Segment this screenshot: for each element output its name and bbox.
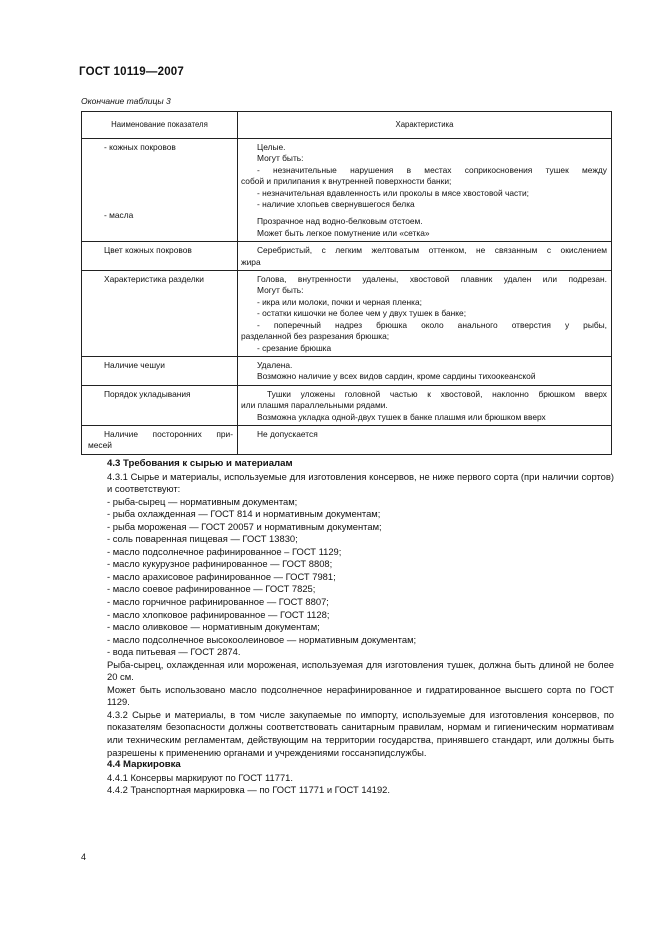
table-row <box>82 242 612 271</box>
list-item: - масло подсолнечное рафинированное – ГОСТ 1129; <box>107 545 342 557</box>
cell-line: разделанной без разрезания брюшка; <box>241 331 390 342</box>
list-item: - масло кукурузное рафинированное — ГОСТ 8808; <box>107 558 333 570</box>
table-caption: Окончание таблицы 3 <box>81 96 171 106</box>
row-name: - кожных покровов <box>104 142 176 152</box>
paragraph: Рыба-сырец, охлажденная или мороженая, используемая для изготовления тушек, должна быть длиной не более 20 см. <box>107 658 614 683</box>
row-name: Наличие чешуи <box>104 359 165 370</box>
list-item: - вода питьевая — ГОСТ 2874. <box>107 646 241 658</box>
list-item: - масло хлопковое рафинированное — ГОСТ 1128; <box>107 608 330 620</box>
table-row <box>82 271 612 357</box>
cell-line: или плашмя параллельными рядами. <box>241 400 388 411</box>
cell-line: жира <box>241 256 261 267</box>
list-item: - соль поваренная пищевая — ГОСТ 13830; <box>107 533 298 545</box>
page-number: 4 <box>81 852 87 862</box>
cell-line: Может быть легкое помутнение или «сетка» <box>257 227 430 238</box>
table-row <box>82 385 612 425</box>
table-row <box>82 139 612 242</box>
cell-line: Возможно наличие у всех видов сардин, кроме сардины тихоокеанской <box>257 371 536 382</box>
cell-line: Возможна укладка одной-двух тушек в банке плашмя или брюшком вверх <box>257 411 546 422</box>
table-header-row <box>82 112 612 139</box>
table-row <box>82 356 612 385</box>
cell-line: Могут быть: <box>257 285 304 296</box>
list-item: - рыба мороженая — ГОСТ 20057 и нормативным документам; <box>107 520 382 532</box>
table-cell-characteristic <box>238 271 612 357</box>
cell-line: - незначительные нарушения в местах соприкосновения тушек между <box>257 164 607 175</box>
paragraph: 4.4.1 Консервы маркируют по ГОСТ 11771. <box>107 771 293 783</box>
table-cell-characteristic <box>238 356 612 385</box>
paragraph: 4.3.2 Сырье и материалы, в том числе закупаемые по импорту, используемые для изготовления консервов, по показателям безопасности должны соответствовать санитарным правилам, нормам и гигиеническим нормативам или техническим регламентам, действующим на территории государства, принявшего стандарт, или должны быть разрешены к применению органами и учреждениями госсанэпидслужбы. <box>107 708 614 758</box>
section-heading: 4.4 Маркировка <box>107 759 181 771</box>
cell-line: Не допускается <box>257 428 318 439</box>
cell-line: Удалена. <box>257 359 293 370</box>
list-item: - рыба охлажденная — ГОСТ 814 и нормативным документам; <box>107 508 381 520</box>
cell-line: - наличие хлопьев свернувшегося белка <box>257 199 415 210</box>
cell-line: - остатки кишочки не более чем у двух тушек в банке; <box>257 308 467 319</box>
cell-line: - поперечный надрез брюшка около анального отверстия у рыбы, <box>257 319 607 330</box>
row-name: - масла <box>104 210 134 221</box>
table-cell-name <box>82 271 238 357</box>
list-item: - масло арахисовое рафинированное — ГОСТ 7981; <box>107 570 336 582</box>
section-heading: 4.3 Требования к сырью и материалам <box>107 458 293 469</box>
list-item: - масло подсолнечное высокоолеиновое — нормативным документам; <box>107 633 417 645</box>
section-body <box>81 458 614 797</box>
table-cell-name <box>82 356 238 385</box>
table-cell-name <box>82 385 238 425</box>
cell-line: - икра или молоки, почки и черная пленка; <box>257 296 422 307</box>
document-code-header: ГОСТ 10119—2007 <box>79 66 184 78</box>
table-cell-characteristic <box>238 425 612 454</box>
cell-line: Могут быть: <box>257 153 304 164</box>
table-cell-characteristic <box>238 139 612 242</box>
cell-line: Прозрачное над водно-белковым отстоем. <box>257 216 423 227</box>
cell-line: - незначительная вдавленность или проколы в мясе хвостовой части; <box>257 187 530 198</box>
cell-line: собой и прилипания к внутренней поверхности банки; <box>241 176 452 187</box>
cell-line: Голова, внутренности удалены, хвостовой плавник удален или подрезан. <box>257 274 607 285</box>
list-item: - масло соевое рафинированное — ГОСТ 7825; <box>107 583 316 595</box>
row-name: Цвет кожных покровов <box>104 245 192 256</box>
paragraph: 4.4.2 Транспортная маркировка — по ГОСТ 11771 и ГОСТ 14192. <box>107 784 390 796</box>
table-row <box>82 425 612 454</box>
cell-line: Целые. <box>257 142 286 152</box>
column-header-name: Наименование показателя <box>82 112 238 139</box>
row-name-line: Наличие посторонних при- <box>104 428 233 439</box>
table-cell-characteristic <box>238 385 612 425</box>
list-item: - масло оливковое — нормативным документам; <box>107 621 320 633</box>
column-header-characteristic: Характеристика <box>238 112 612 139</box>
row-name: Порядок укладывания <box>104 388 191 399</box>
table-cell-characteristic <box>238 242 612 271</box>
table-cell-name <box>82 425 238 454</box>
characteristics-table <box>81 111 612 455</box>
cell-line: Тушки уложены головной частью к хвостовой, наклонно брюшком вверх <box>267 388 607 399</box>
list-item: - рыба-сырец — нормативным документам; <box>107 495 298 507</box>
cell-line: - срезание брюшка <box>257 342 332 353</box>
table-cell-name <box>82 242 238 271</box>
paragraph: Может быть использовано масло подсолнечное нерафинированное и гидратированное высшего сорта по ГОСТ 1129. <box>107 683 614 708</box>
cell-line: Серебристый, с легким желтоватым оттенком, не связанным с окислением <box>257 245 607 256</box>
list-item: - масло горчичное рафинированное — ГОСТ 8807; <box>107 596 329 608</box>
row-name-line: месей <box>88 440 112 451</box>
paragraph: 4.3.1 Сырье и материалы, используемые для изготовления консервов, не ниже первого сорта (при наличии сортов) и соответствуют: <box>107 470 614 495</box>
table-cell-name <box>82 139 238 242</box>
row-name: Характеристика разделки <box>104 274 204 285</box>
